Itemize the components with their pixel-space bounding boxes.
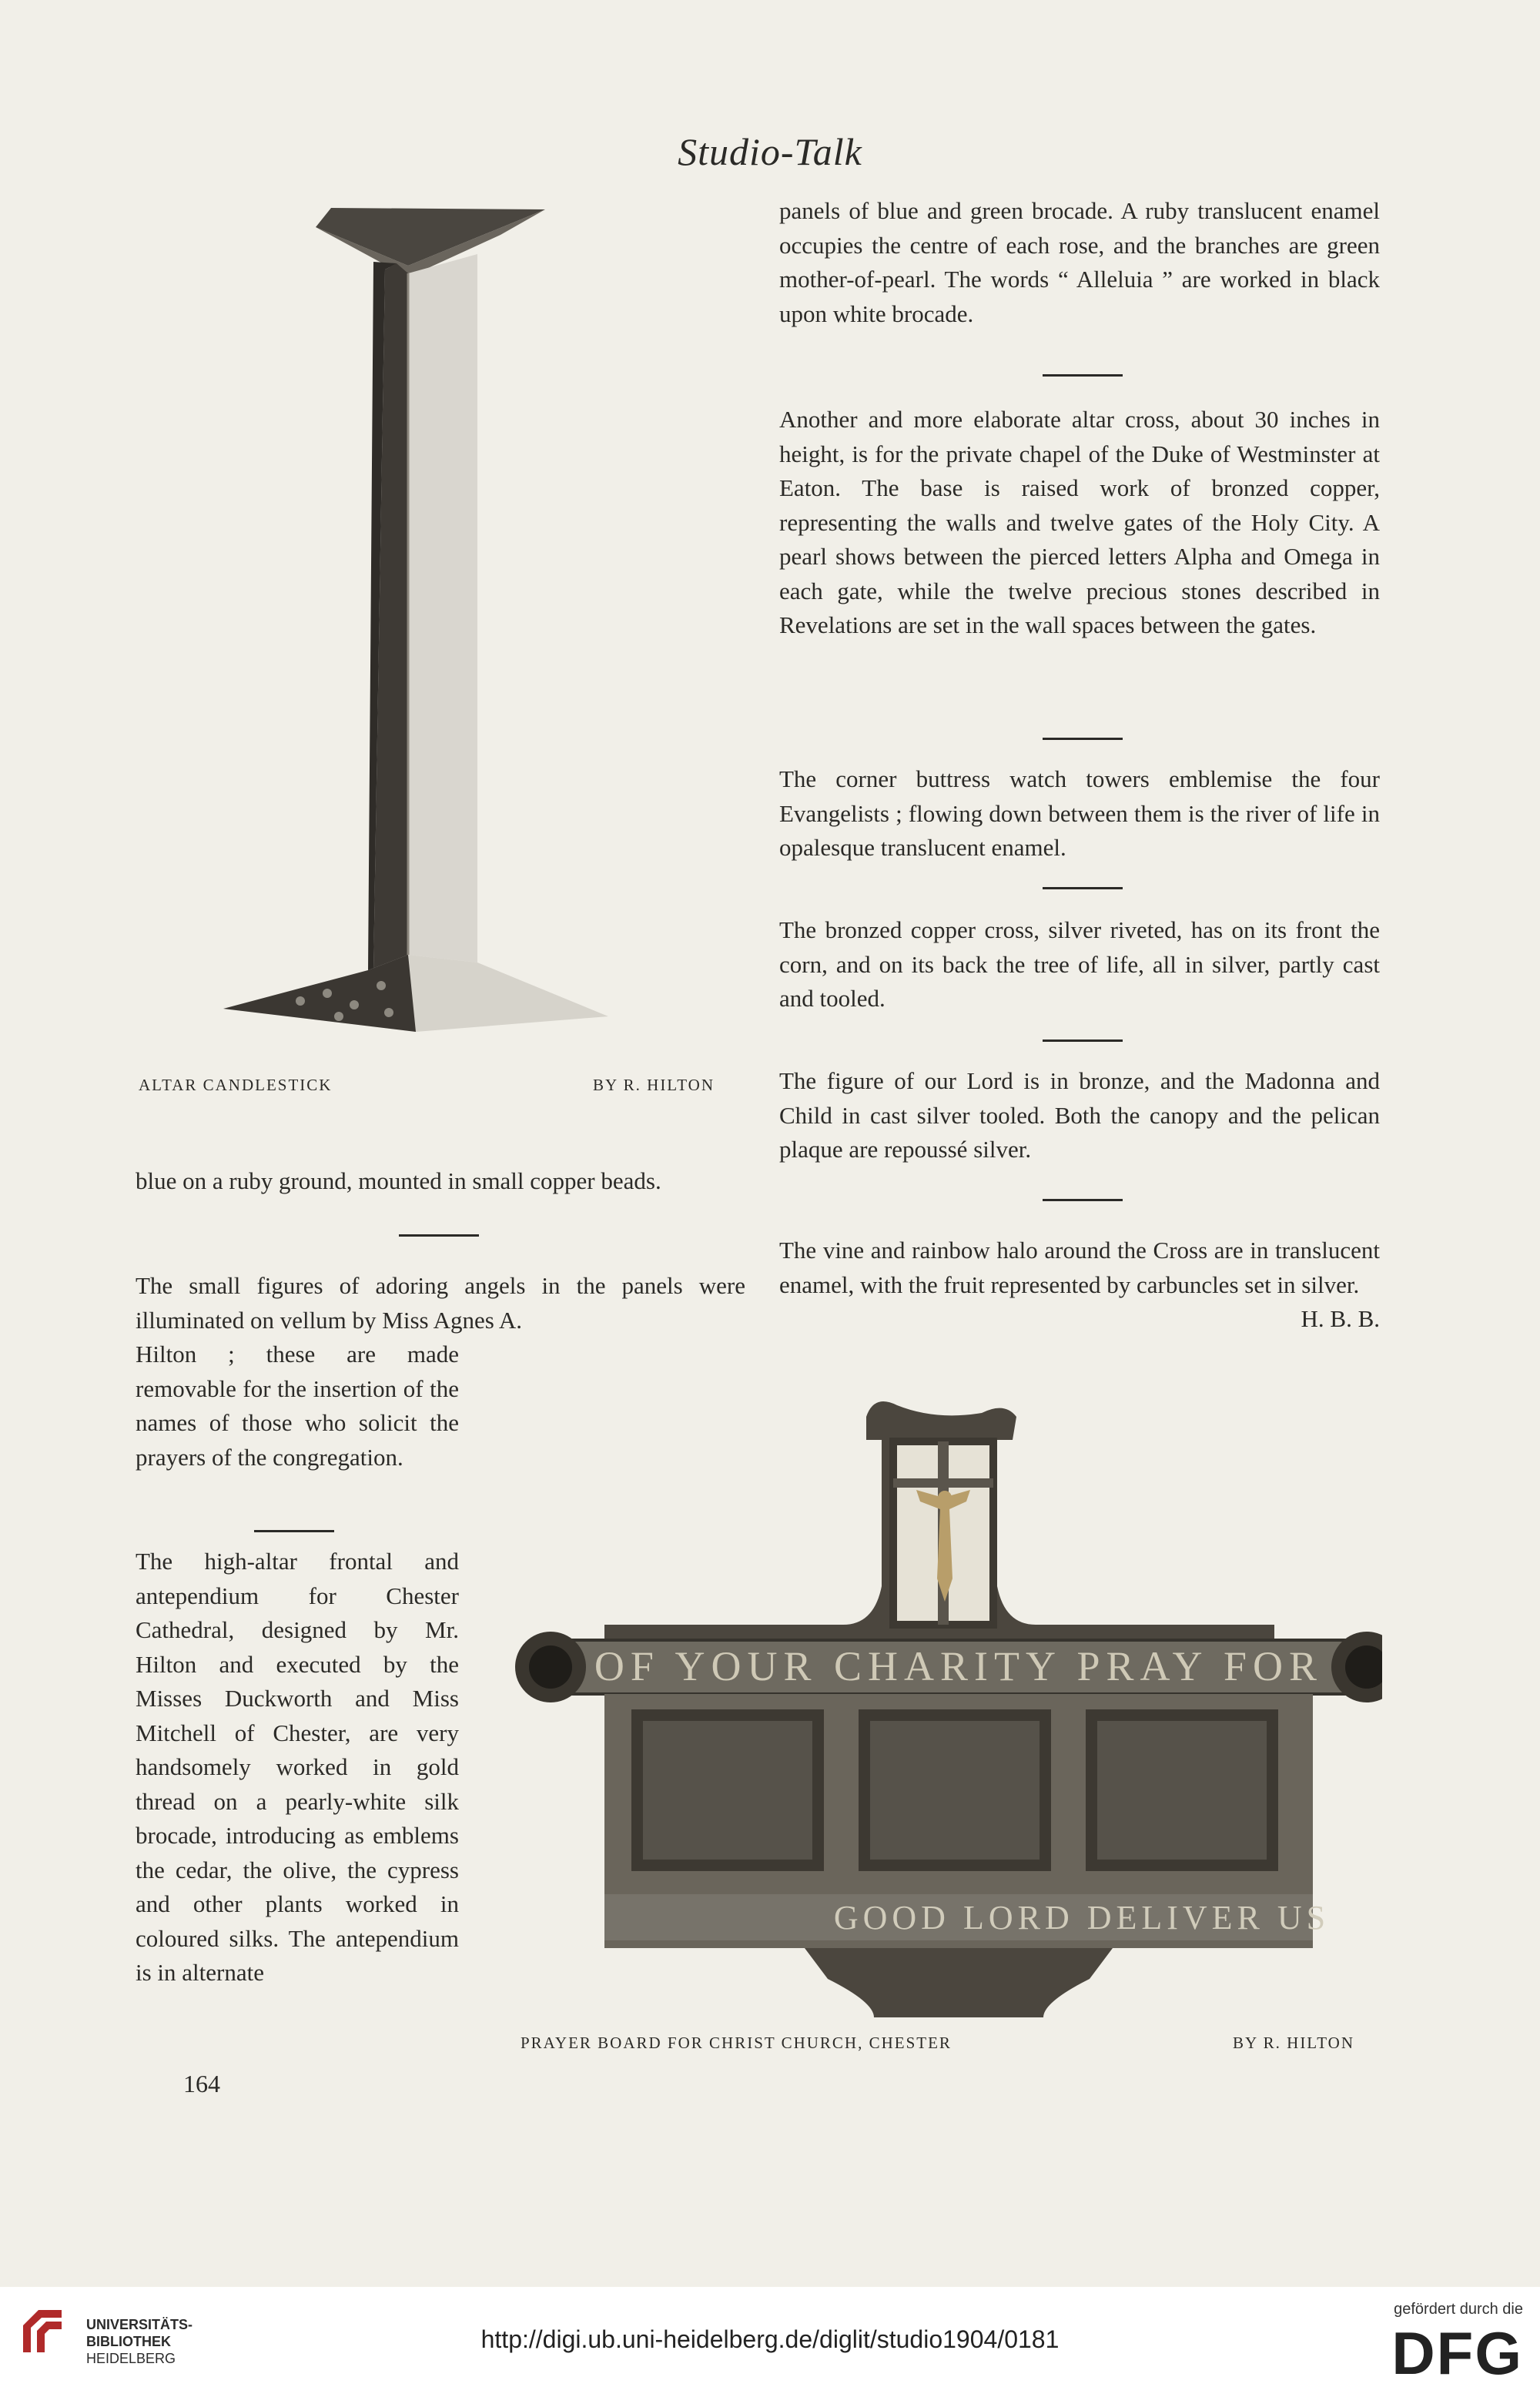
left-paragraph-1: blue on a ruby ground, mounted in small copper beads. — [136, 1167, 661, 1194]
author-signature: H. B. B. — [1301, 1305, 1380, 1332]
left-column — [136, 1164, 745, 1199]
library-name-line1: UNIVERSITÄTS- — [86, 2317, 193, 2332]
right-column-block-6 — [779, 1234, 1380, 1337]
prayer-board-illustration — [504, 1394, 1382, 2025]
digitization-footer — [0, 2287, 1540, 2397]
section-rule — [254, 1530, 334, 1532]
right-column-block-3 — [779, 762, 1380, 865]
inscription-bottom: GOOD LORD DELIVER US — [833, 1899, 1331, 1937]
page-number: 164 — [183, 2070, 220, 2097]
left-column-block-2-narrow — [136, 1337, 459, 1475]
right-column-block-5 — [779, 1064, 1380, 1167]
section-rule — [1043, 374, 1123, 377]
dfg-logo: DFG — [1391, 2319, 1523, 2387]
prayer-board-caption-left: PRAYER BOARD FOR CHRIST CHURCH, CHESTER — [521, 2034, 952, 2052]
funding-note: gefördert durch die — [1394, 2301, 1523, 2318]
left-paragraph-2-wide: The small figures of adoring angels in the panels were illuminated on vellum by Miss Agnes A. — [136, 1272, 745, 1334]
candlestick-illustration — [177, 200, 670, 1039]
left-column-block-2 — [136, 1269, 745, 1337]
right-paragraph-5: The figure of our Lord is in bronze, and the Madonna and Child in cast silver tooled. Both the canopy and the pelican plaque are repoussé silver. — [779, 1067, 1380, 1163]
right-column — [779, 194, 1380, 331]
candlestick-figure — [177, 200, 670, 1039]
section-rule — [1043, 738, 1123, 740]
right-paragraph-4: The bronzed copper cross, silver riveted, has on its front the corn, and on its back the tree of life, all in silver, partly cast and tooled. — [779, 916, 1380, 1012]
right-paragraph-2: Another and more elaborate altar cross, about 30 inches in height, is for the private chapel of the Duke of Westminster at Eaton. The base is raised work of bronzed copper, representing the walls and twelve gates of the Holy City. A pearl shows between the pierced letters Alpha and Omega in each gate, while the twelve precious stones described in Revelations are set in the wall spaces between the gates. — [779, 406, 1380, 638]
candlestick-caption-left: ALTAR CANDLESTICK — [139, 1076, 333, 1094]
section-rule — [1043, 887, 1123, 889]
left-paragraph-3: The high-altar frontal and antependium for Chester Cathedral, designed by Mr. Hilton and executed by the Misses Duckworth and Miss Mitchell of Chester, are very handsomely worked in gold thread on a pearly-white silk brocade, introducing as emblems the cedar, the olive, the cypress and other plants worked in coloured silks. The antependium is in alternate — [136, 1548, 459, 1986]
right-column-block-4 — [779, 913, 1380, 1016]
library-name-line3: HEIDELBERG — [86, 2351, 176, 2366]
inscription-top: OF YOUR CHARITY PRAY FOR — [594, 1643, 1324, 1689]
source-url-link[interactable]: http://digi.ub.uni-heidelberg.de/diglit/studio1904/0181 — [480, 2325, 1060, 2353]
section-rule — [1043, 1039, 1123, 1042]
candlestick-caption-right: BY R. HILTON — [593, 1076, 715, 1094]
right-column-block-2 — [779, 403, 1380, 643]
left-paragraph-2-narrow: Hilton ; these are made removable for the insertion of the names of those who solicit the prayers of the congregation. — [136, 1341, 459, 1471]
running-header: Studio-Talk — [678, 130, 862, 173]
right-paragraph-6 — [779, 1234, 1380, 1332]
prayer-board-figure — [504, 1394, 1382, 2025]
section-rule — [1043, 1199, 1123, 1201]
right-paragraph-6-text: The vine and rainbow halo around the Cross are in translucent enamel, with the fruit represented by carbuncles set in silver. — [779, 1237, 1380, 1298]
library-name-line2: BIBLIOTHEK — [86, 2334, 171, 2349]
right-paragraph-1: panels of blue and green brocade. A ruby translucent enamel occupies the centre of each rose, and the branches are green mother-of-pearl. The words “ Alleluia ” are worked in black upon white brocade. — [779, 197, 1380, 327]
section-rule — [399, 1234, 479, 1237]
prayer-board-caption-right: BY R. HILTON — [1233, 2034, 1354, 2052]
right-paragraph-3: The corner buttress watch towers emblemise the four Evangelists ; flowing down between them is the river of life in opalesque translucent enamel. — [779, 765, 1380, 861]
left-column-block-3 — [136, 1545, 459, 1990]
